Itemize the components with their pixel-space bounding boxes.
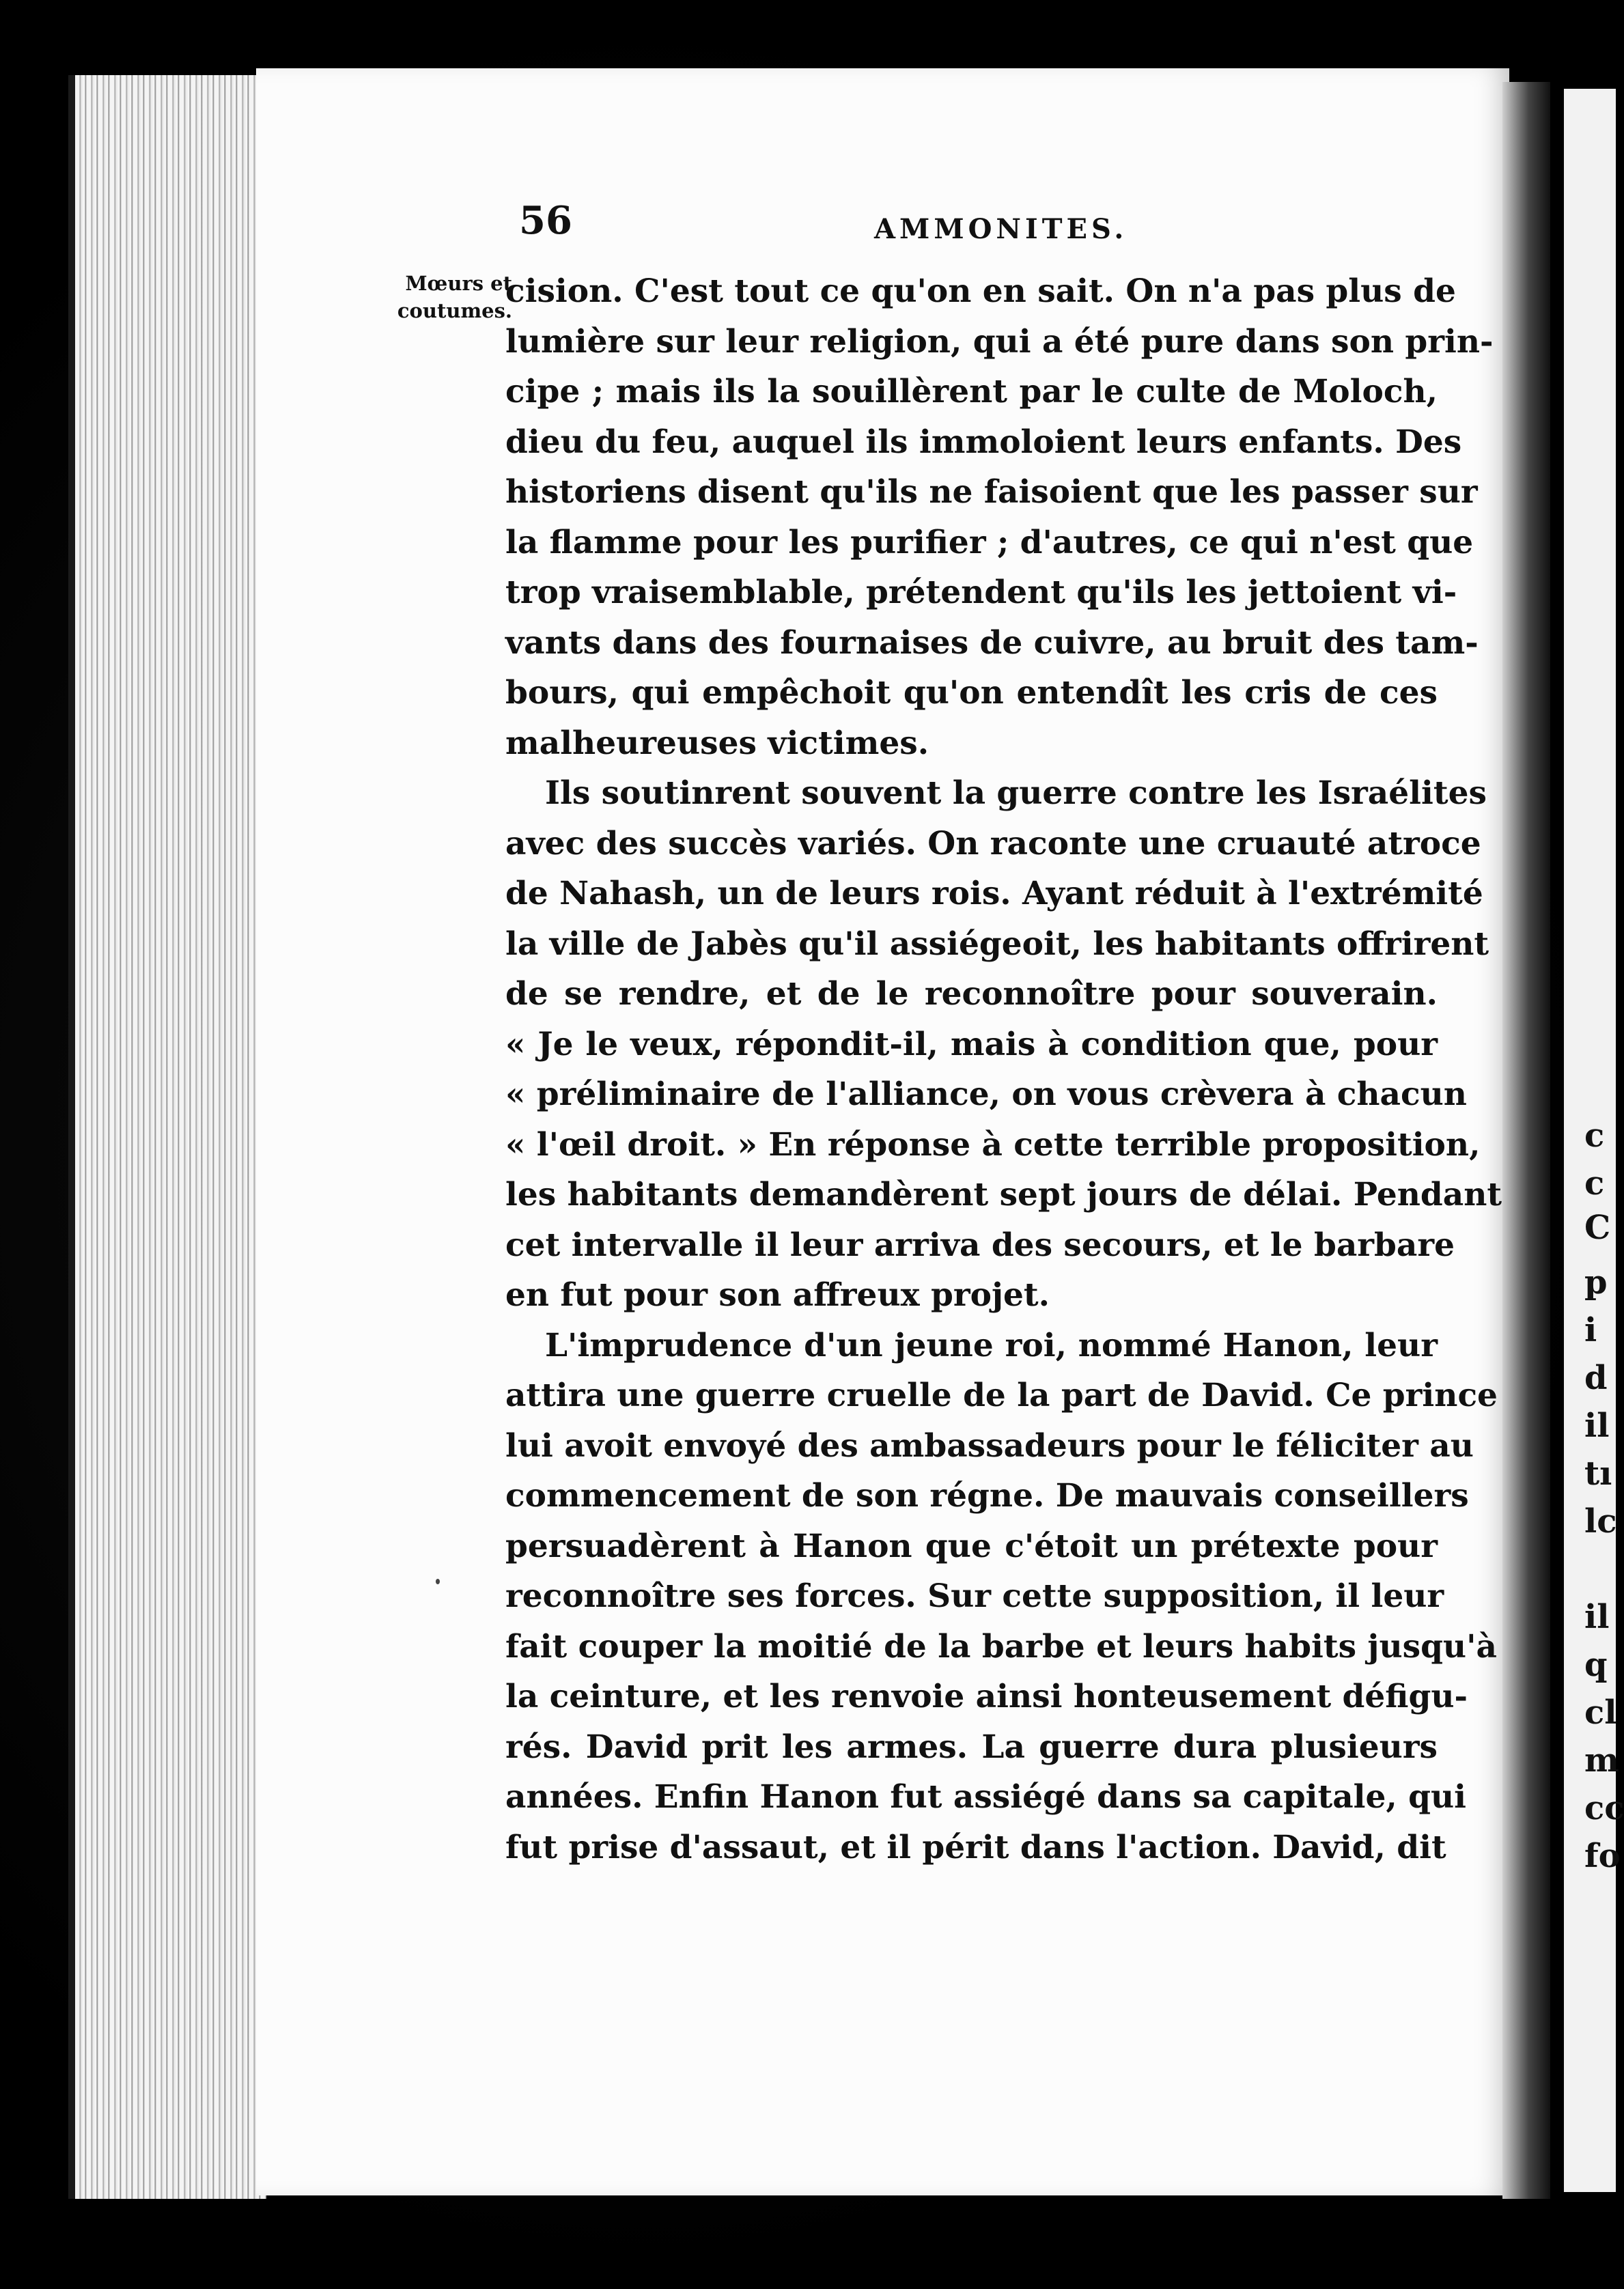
text-line: persuadèrent à Hanon que c'étoit un prétexte pour: [505, 1527, 1438, 1565]
next-page-fragment: fo: [1584, 1837, 1621, 1875]
next-page-fragment: q: [1584, 1646, 1608, 1684]
next-page-fragment: lc: [1584, 1502, 1617, 1541]
text-line: historiens disent qu'ils ne faisoient que les passer sur: [505, 473, 1478, 511]
ink-speck: [436, 1579, 440, 1584]
next-page-fragment: C: [1584, 1209, 1611, 1247]
text-line: de se rendre, et de le reconnoître pour souverain.: [505, 975, 1438, 1013]
text-line: lui avoit envoyé des ambassadeurs pour le féliciter au: [505, 1427, 1474, 1465]
next-page-fragment: c: [1584, 1117, 1605, 1155]
text-line: cet intervalle il leur arriva des secours, et le barbare: [505, 1226, 1455, 1264]
text-line: la ceinture, et les renvoie ainsi honteusement défigu-: [505, 1678, 1468, 1715]
next-page-sliver: [1564, 89, 1624, 2192]
next-page-fragment: c: [1584, 1164, 1605, 1203]
text-line: « préliminaire de l'alliance, on vous crèvera à chacun: [505, 1076, 1467, 1113]
text-line: « l'œil droit. » En réponse à cette terrible proposition,: [505, 1125, 1481, 1164]
text-line: lumière sur leur religion, qui a été pure dans son prin-: [505, 322, 1494, 361]
text-line: avec des succès variés. On raconte une cruauté atroce: [505, 824, 1481, 862]
text-line: années. Enfin Hanon fut assiégé dans sa capitale, qui: [505, 1778, 1467, 1816]
next-page-fragment: il: [1584, 1407, 1610, 1445]
text-line: « Je le veux, répondit-il, mais à condition que, pour: [505, 1025, 1438, 1063]
text-line: cipe ; mais ils la souillèrent par le culte de Moloch,: [505, 373, 1438, 410]
next-page-fragment: m: [1584, 1741, 1619, 1780]
text-line: fait couper la moitié de la barbe et leurs habits jusqu'à: [505, 1627, 1497, 1666]
text-line: la flamme pour les purifier ; d'autres, ce qui n'est que: [505, 523, 1474, 561]
text-line: malheureuses victimes.: [505, 724, 929, 762]
next-page-fragment: tı: [1584, 1455, 1612, 1493]
next-page-fragment: cc: [1584, 1789, 1624, 1827]
text-line: les habitants demandèrent sept jours de délai. Pendant: [505, 1176, 1502, 1213]
text-line: fut prise d'assaut, et il périt dans l'action. David, dit: [505, 1828, 1446, 1866]
book-gutter-shadow: [1502, 82, 1550, 2199]
text-line: de Nahash, un de leurs rois. Ayant réduit à l'extrémité: [505, 875, 1483, 912]
text-line: L'imprudence d'un jeune roi, nommé Hanon, leur: [545, 1326, 1438, 1364]
text-line: bours, qui empêchoit qu'on entendît les cris de ces: [505, 674, 1438, 712]
marginal-note: [321, 270, 512, 324]
paragraph-2: [505, 768, 1502, 1321]
body-text: [505, 266, 1502, 1872]
text-line: attira une guerre cruelle de la part de David. Ce prince: [505, 1377, 1498, 1414]
next-page-fragment: il: [1584, 1598, 1610, 1636]
marginal-note-line: coutumes.: [397, 299, 512, 322]
next-page-fragment: i: [1584, 1311, 1597, 1349]
next-page-fragment: cl: [1584, 1694, 1617, 1732]
book-page-edges: [68, 75, 266, 2199]
text-line: la ville de Jabès qu'il assiégeoit, les habitants offrirent: [505, 925, 1489, 963]
text-line: reconnoître ses forces. Sur cette supposition, il leur: [505, 1577, 1444, 1615]
paragraph-3: [505, 1321, 1498, 1873]
page-number: 56: [519, 198, 572, 243]
text-line: rés. David prit les armes. La guerre dura plusieurs: [505, 1728, 1438, 1766]
text-line: dieu du feu, auquel ils immoloient leurs enfants. Des: [505, 423, 1462, 461]
text-line: Ils soutinrent souvent la guerre contre les Israélites: [545, 774, 1487, 812]
marginal-note-line: Mœurs et: [405, 272, 512, 295]
next-page-fragment: d: [1584, 1359, 1608, 1397]
text-line: commencement de son régne. De mauvais conseillers: [505, 1477, 1469, 1515]
running-head: AMMONITES.: [874, 213, 1128, 245]
next-page-fragment: p: [1584, 1263, 1608, 1302]
text-line: cision. C'est tout ce qu'on en sait. On n'a pas plus de: [505, 272, 1456, 310]
text-line: en fut pour son affreux projet.: [505, 1276, 1050, 1314]
text-line: vants dans des fournaises de cuivre, au bruit des tam-: [505, 623, 1479, 662]
text-line: trop vraisemblable, prétendent qu'ils les jettoient vi-: [505, 574, 1457, 611]
paragraph-1: [505, 266, 1494, 768]
